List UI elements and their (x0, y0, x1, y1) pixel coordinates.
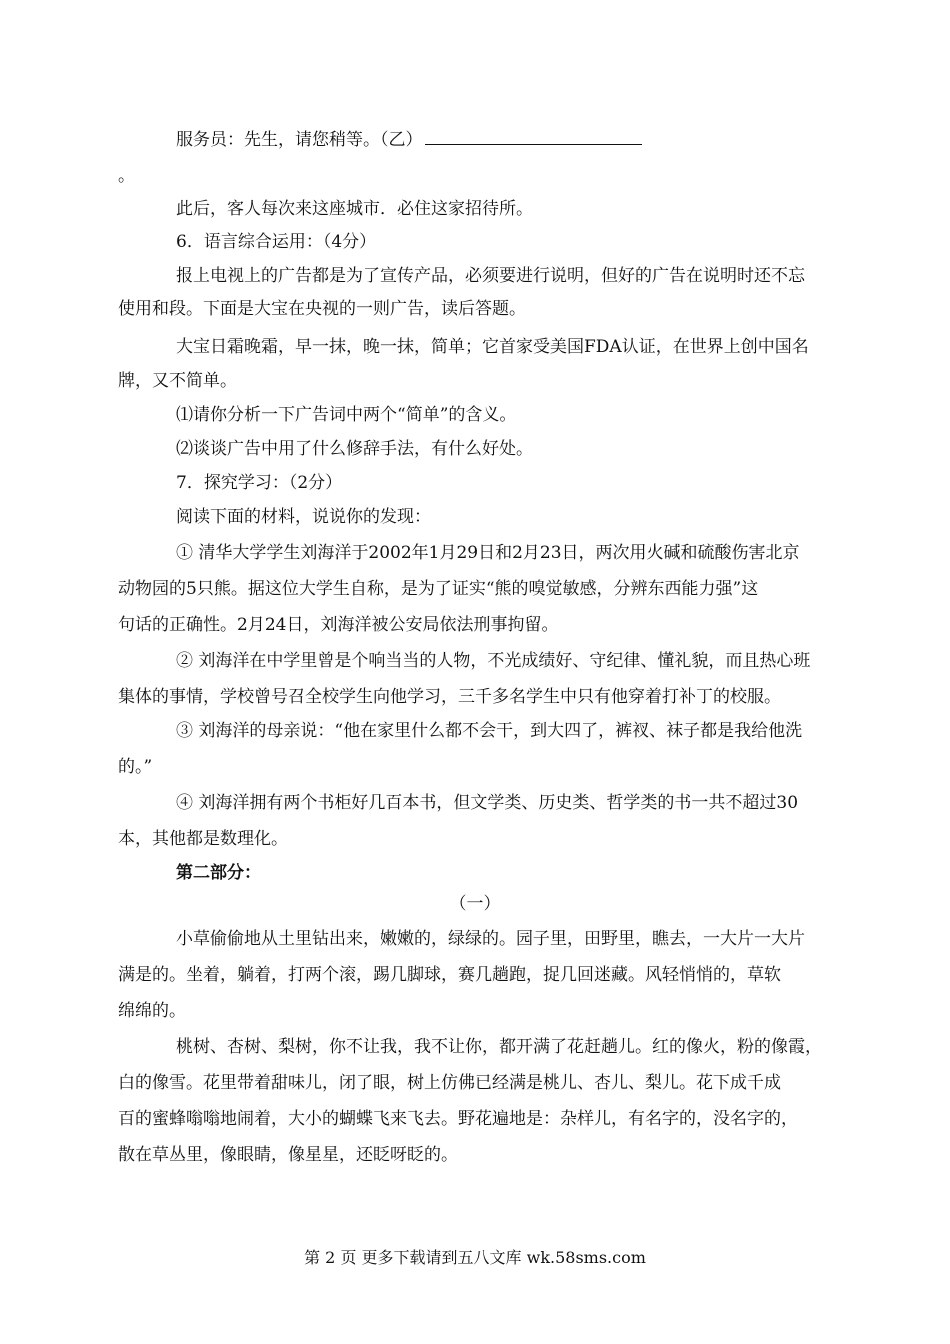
question-heading: 7．探究学习：（2分） (176, 473, 343, 493)
text-line: 桃树、杏树、梨树，你不让我，我不让你，都开满了花赶趟儿。红的像火，粉的像霞， (176, 1037, 822, 1057)
text-line (176, 128, 642, 152)
text-line: 阅读下面的材料，说说你的发现： (176, 507, 431, 527)
text-line: 牌，又不简单。 (118, 371, 237, 391)
sub-question: ⑵谈谈广告中用了什么修辞手法，有什么好处。 (176, 439, 533, 459)
section-heading: 第二部分： (176, 863, 261, 883)
text-line: 此后，客人每次来这座城市．必住这家招待所。 (176, 199, 533, 219)
answer-blank (425, 128, 642, 145)
text-line: 。 (118, 166, 135, 186)
page-footer: 第 2 页 更多下载请到五八文库 wk.58sms.com (304, 1248, 646, 1267)
sub-question: ⑴请你分析一下广告词中两个“简单”的含义。 (176, 405, 517, 425)
text-line: 使用和段。下面是大宝在央视的一则广告，读后答题。 (118, 299, 526, 319)
dialogue-text: 服务员：先生，请您稍等。（乙） (176, 130, 423, 150)
text-line: ④ 刘海洋拥有两个书柜好几百本书，但文学类、历史类、哲学类的书一共不超过30 (176, 793, 799, 813)
text-line: 集体的事情，学校曾号召全校学生向他学习，三千多名学生中只有他穿着打补丁的校服。 (118, 687, 781, 707)
section-subheading: （一） (449, 894, 501, 914)
text-line: 报上电视上的广告都是为了宣传产品，必须要进行说明，但好的广告在说明时还不忘 (176, 266, 805, 286)
text-line: 满是的。坐着，躺着，打两个滚，踢几脚球，赛几趟跑，捉几回迷藏。风轻悄悄的，草软 (118, 965, 781, 985)
text-line: 动物园的5只熊。据这位大学生自称，是为了证实“熊的嗅觉敏感，分辨东西能力强”这 (118, 579, 759, 599)
text-line: 小草偷偷地从土里钻出来，嫩嫩的，绿绿的。园子里，田野里，瞧去，一大片一大片 (176, 929, 805, 949)
text-line: 绵绵的。 (118, 1001, 186, 1021)
question-heading: 6．语言综合运用：（4分） (176, 232, 377, 252)
text-line: 白的像雪。花里带着甜味儿，闭了眼，树上仿佛已经满是桃儿、杏儿、梨儿。花下成千成 (118, 1073, 781, 1093)
text-line: ③ 刘海洋的母亲说：“他在家里什么都不会干，到大四了，裤衩、袜子都是我给他洗 (176, 721, 803, 741)
text-line: 的。” (118, 757, 153, 777)
text-line: 百的蜜蜂嗡嗡地闹着，大小的蝴蝶飞来飞去。野花遍地是：杂样儿，有名字的，没名字的， (118, 1109, 798, 1129)
text-line: 句话的正确性。2月24日，刘海洋被公安局依法刑事拘留。 (118, 615, 559, 635)
text-line: 本，其他都是数理化。 (118, 829, 288, 849)
text-line: ② 刘海洋在中学里曾是个响当当的人物，不光成绩好、守纪律、懂礼貌，而且热心班 (176, 651, 811, 671)
text-line: 大宝日霜晚霜，早一抹，晚一抹，简单；它首家受美国FDA认证，在世界上创中国名 (176, 337, 809, 357)
text-line: ① 清华大学学生刘海洋于2002年1月29日和2月23日，两次用火碱和硫酸伤害北京 (176, 543, 800, 563)
text-line: 散在草丛里，像眼睛，像星星，还眨呀眨的。 (118, 1145, 458, 1165)
